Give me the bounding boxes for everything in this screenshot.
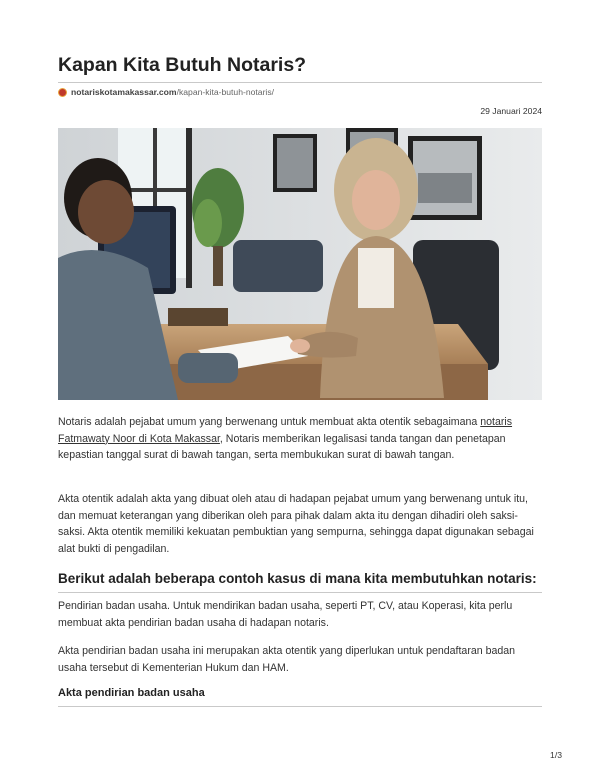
source-url[interactable] [58,87,274,97]
section-heading: Berikut adalah beberapa contoh kasus di mana kita membutuhkan notaris: [58,571,537,586]
page-number: 1/3 [550,750,562,760]
intro-text-continued: , Notaris memberikan legalisasi tanda tangan dan penetapan kepastian tanggal surat di bawah tangan, serta membukukan surat di bawah tangan. [58,432,506,461]
paragraph-pendirian: Pendirian badan usaha. Untuk mendirikan badan usaha, seperti PT, CV, atau Koperasi, kita perlu membuat akta pendirian badan usaha di hadapan notaris. [58,600,513,629]
intro-text: Notaris adalah pejabat umum yang berwenang untuk membuat akta otentik sebagaimana [58,416,481,428]
paragraph-intro [58,414,542,464]
site-favicon-icon [58,88,67,97]
notaris-link[interactable]: notaris Fatmawaty Noor di Kota Makassar [58,416,513,445]
paragraph-akta-pendirian: Akta pendirian badan usaha ini merupakan akta otentik yang diperlukan untuk pendaftaran badan usaha tersebut di Kementerian Hukum dan HAM. [58,645,516,674]
section-divider [58,592,542,593]
hero-image [58,128,542,400]
subsection-divider [58,706,542,707]
office-meeting-illustration-icon [58,128,542,400]
page-title: Kapan Kita Butuh Notaris? [58,54,307,76]
subsection-heading: Akta pendirian badan usaha [58,687,205,699]
publish-date: 29 Januari 2024 [480,106,542,116]
title-divider [58,82,542,83]
source-domain: notariskotamakassar.com [71,87,177,97]
paragraph-akta-otentik: Akta otentik adalah akta yang dibuat oleh atau di hadapan pejabat umum yang berwenang untuk itu, dan memuat keterangan yang diberikan oleh para pihak dalam akta itu dengan dihadiri oleh saksi-saksi. Akta otentik memiliki kekuatan pembuktian yang sempurna, sehingga dapat digunakan sebagai alat bukti di pengadilan. [58,493,534,555]
source-path: /kapan-kita-butuh-notaris/ [176,87,275,97]
